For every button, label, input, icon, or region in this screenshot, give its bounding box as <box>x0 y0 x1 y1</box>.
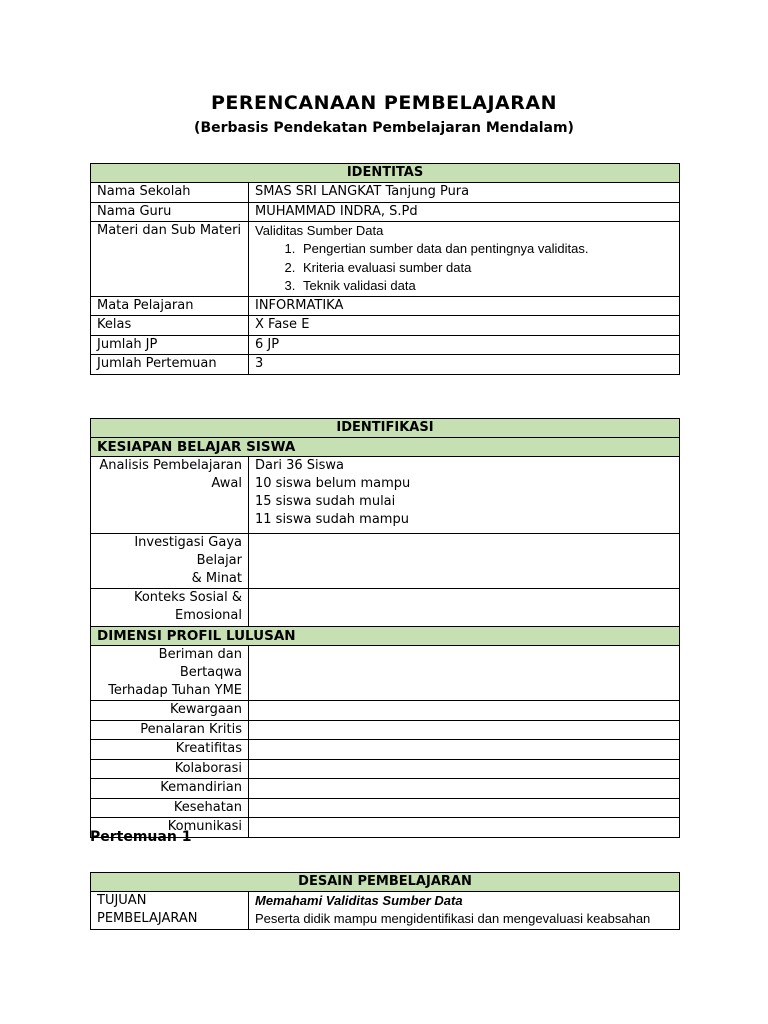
table-row <box>91 296 680 316</box>
analisis-label-line2: Awal <box>211 476 242 491</box>
investigasi-label-line2: & Minat <box>191 571 242 586</box>
materi-cell <box>249 222 680 297</box>
tujuan-title: Memahami Validitas Sumber Data <box>255 893 463 908</box>
identitas-header-row <box>91 164 680 183</box>
jumlah-pertemuan-value: 3 <box>249 355 680 375</box>
mata-pelajaran-value: INFORMATIKA <box>249 296 680 316</box>
table-row <box>91 892 680 930</box>
nama-sekolah-label: Nama Sekolah <box>91 183 249 203</box>
analisis-line: 11 siswa sudah mampu <box>255 512 409 527</box>
document-title: PERENCANAAN PEMBELAJARAN <box>211 92 557 114</box>
table-row <box>91 589 680 627</box>
kesiapan-section-row <box>91 438 680 457</box>
dimensi-value <box>249 701 680 721</box>
investigasi-label-line1: Investigasi Gaya Belajar <box>134 535 242 568</box>
mata-pelajaran-label: Mata Pelajaran <box>91 296 249 316</box>
analisis-label-line1: Analisis Pembelajaran <box>99 458 242 473</box>
identifikasi-table <box>90 418 680 838</box>
dimensi-label: Kemandirian <box>91 779 249 799</box>
dimensi-label: Kewargaan <box>91 701 249 721</box>
tujuan-label-line1: TUJUAN <box>97 893 147 908</box>
dimensi-section-row <box>91 627 680 646</box>
tujuan-value <box>249 892 680 930</box>
dimensi-value <box>249 740 680 760</box>
materi-label: Materi dan Sub Materi <box>91 222 249 297</box>
dimensi-heading: DIMENSI PROFIL LULUSAN <box>91 627 680 646</box>
table-row <box>91 222 680 297</box>
jumlah-jp-value: 6 JP <box>249 335 680 355</box>
analisis-line: 10 siswa belum mampu <box>255 476 411 491</box>
beriman-label <box>91 646 249 701</box>
analisis-label <box>91 457 249 534</box>
identitas-table <box>90 163 680 375</box>
dimensi-value <box>249 798 680 818</box>
table-row <box>91 335 680 355</box>
list-item: 1. Pengertian sumber data dan pentingnya validitas. <box>299 240 673 259</box>
dimensi-label: Komunikasi <box>91 818 249 838</box>
beriman-value <box>249 646 680 701</box>
analisis-line: Dari 36 Siswa <box>255 458 344 473</box>
nama-sekolah-value: SMAS SRI LANGKAT Tanjung Pura <box>249 183 680 203</box>
table-row <box>91 202 680 222</box>
dimensi-label: Penalaran Kritis <box>91 720 249 740</box>
kelas-value: X Fase E <box>249 316 680 336</box>
dimensi-label: Kesehatan <box>91 798 249 818</box>
dimensi-label: Kolaborasi <box>91 759 249 779</box>
sub-materi-list <box>255 240 673 296</box>
analisis-value <box>249 457 680 534</box>
konteks-value <box>249 589 680 627</box>
tujuan-text: Peserta didik mampu mengidentifikasi dan mengevaluasi keabsahan <box>255 911 651 926</box>
kelas-label: Kelas <box>91 316 249 336</box>
tujuan-label-line2: PEMBELAJARAN <box>97 911 198 926</box>
investigasi-value <box>249 534 680 589</box>
identifikasi-heading: IDENTIFIKASI <box>91 419 680 438</box>
table-row <box>91 759 680 779</box>
list-item: 2. Kriteria evaluasi sumber data <box>299 259 673 278</box>
konteks-label-line1: Konteks Sosial & <box>133 590 242 605</box>
table-row <box>91 701 680 721</box>
dimensi-value <box>249 720 680 740</box>
table-row <box>91 720 680 740</box>
table-row <box>91 779 680 799</box>
jumlah-pertemuan-label: Jumlah Pertemuan <box>91 355 249 375</box>
identifikasi-header-row <box>91 419 680 438</box>
dimensi-label: Kreatifitas <box>91 740 249 760</box>
nama-guru-value: MUHAMMAD INDRA, S.Pd <box>249 202 680 222</box>
dimensi-value <box>249 759 680 779</box>
investigasi-label <box>91 534 249 589</box>
document-subtitle: (Berbasis Pendekatan Pembelajaran Mendalam) <box>194 120 574 136</box>
materi-value: Validitas Sumber Data <box>255 223 384 238</box>
table-row <box>91 355 680 375</box>
desain-heading: DESAIN PEMBELAJARAN <box>91 873 680 892</box>
pertemuan-label: Pertemuan 1 <box>90 829 192 845</box>
konteks-label <box>91 589 249 627</box>
table-row <box>91 316 680 336</box>
desain-table <box>90 872 680 930</box>
beriman-label-line2: Terhadap Tuhan YME <box>108 683 242 698</box>
nama-guru-label: Nama Guru <box>91 202 249 222</box>
analisis-line: 15 siswa sudah mulai <box>255 494 396 509</box>
identitas-heading: IDENTITAS <box>91 164 680 183</box>
konteks-label-line2: Emosional <box>175 608 242 623</box>
table-row <box>91 534 680 589</box>
table-row <box>91 798 680 818</box>
kesiapan-heading: KESIAPAN BELAJAR SISWA <box>91 438 680 457</box>
table-row <box>91 740 680 760</box>
dimensi-value <box>249 779 680 799</box>
beriman-label-line1: Beriman dan Bertaqwa <box>158 647 242 680</box>
tujuan-label <box>91 892 249 930</box>
table-row <box>91 646 680 701</box>
jumlah-jp-label: Jumlah JP <box>91 335 249 355</box>
list-item: 3. Teknik validasi data <box>299 277 673 296</box>
desain-header-row <box>91 873 680 892</box>
table-row <box>91 183 680 203</box>
table-row <box>91 457 680 534</box>
dimensi-value <box>249 818 680 838</box>
